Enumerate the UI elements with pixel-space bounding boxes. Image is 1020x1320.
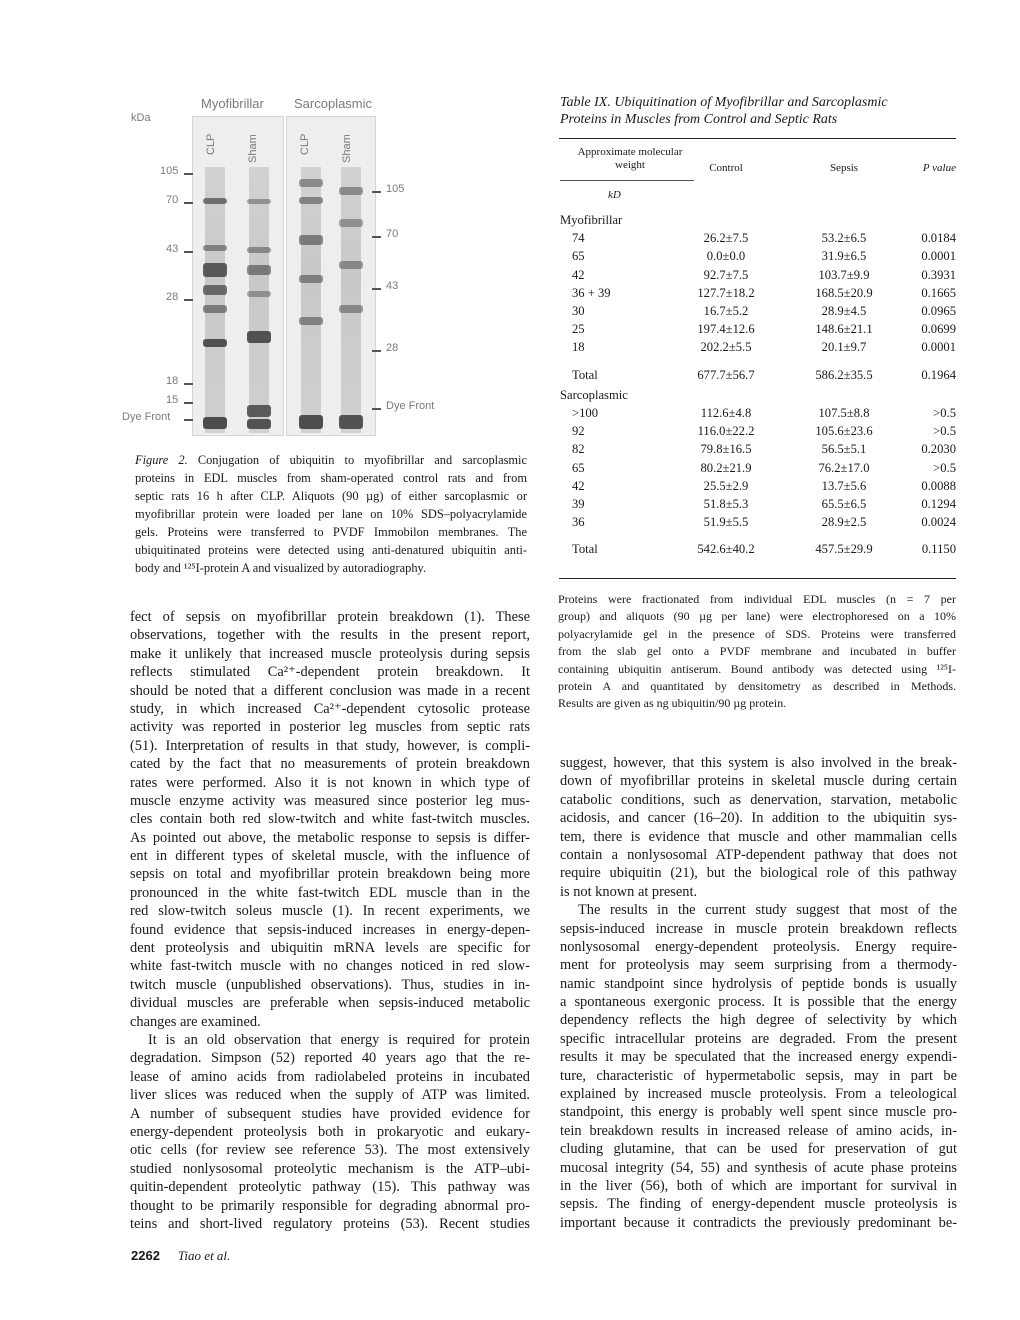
text-line: tem, there is evidence that muscle and other mammalian cells	[560, 828, 957, 845]
table-cell-weight: Myofibrillar	[560, 213, 623, 227]
header-weight-line2: weight	[615, 159, 645, 171]
table-row	[560, 319, 956, 339]
page-number: 2262	[131, 1248, 160, 1263]
footnote-line: Results are given as ng ubiquitin/90 µg protein.	[558, 696, 787, 711]
caption-line: Figure 2. Conjugation of ubiquitin to myofibrillar and sarcoplasmic	[135, 453, 527, 467]
table-row	[560, 421, 956, 441]
lane-label-clp-sarco: CLP	[299, 133, 311, 155]
table-cell-p-value: 0.0699	[921, 322, 956, 337]
lane-sham-myofibrillar	[249, 167, 269, 433]
table-cell-p-value: 0.2030	[921, 442, 956, 457]
text-line: degradation. Simpson (52) reported 40 years ago that the re-	[130, 1050, 530, 1067]
table-cell-sepsis: 148.6±21.1	[815, 322, 873, 337]
text-line: cles contain both red slow-twitch and white fast-twitch muscles.	[130, 811, 530, 828]
text-line: sepsis. The finding of energy-dependent muscle proteolysis is	[560, 1196, 957, 1213]
table-cell-p-value: 0.0184	[921, 231, 956, 246]
text-line: results it may be speculated that the increased energy expendi-	[560, 1049, 957, 1066]
panel-title-sarcoplasmic: Sarcoplasmic	[294, 96, 373, 111]
table-cell-p-value: 0.1964	[921, 367, 956, 382]
page-footer	[131, 1248, 230, 1264]
text-line: in the liver (56), both of which are important for survival in	[560, 1177, 957, 1194]
text-line: ment for proteolysis may seem surprising from a thermody-	[560, 957, 957, 974]
table-row	[560, 283, 956, 303]
text-line: As pointed out above, the metabolic response to sepsis is differ-	[130, 829, 530, 846]
text-line: study, in which increased Ca²⁺-dependent cytosolic protease	[130, 700, 530, 717]
table-cell-sepsis: 105.6±23.6	[815, 424, 873, 439]
text-line: fect of sepsis on myofibrillar protein breakdown (1). These	[130, 609, 530, 625]
footnote-line: from the slab gel onto a PVDF membrane and incubated in buffer	[558, 644, 956, 659]
caption-line: ubiquitinated proteins were detected using anti-denatured ubiquitin anti-	[135, 543, 527, 557]
text-line: teins and short-lived regulatory proteins (53). Recent studies	[130, 1215, 530, 1232]
table-cell-p-value: 0.1150	[921, 542, 956, 557]
table-cell-weight: 25	[572, 322, 585, 337]
table-cell-weight: 65	[572, 460, 585, 475]
table-cell-weight: 74	[572, 231, 585, 246]
figure-label: Figure 2.	[135, 453, 188, 467]
text-line: make it unlikely that increased muscle proteolysis during sepsis	[130, 645, 530, 662]
table-cell-control: 197.4±12.6	[697, 322, 755, 337]
table-cell-control: 79.8±16.5	[700, 442, 752, 457]
marker-left-43: 43	[166, 243, 179, 255]
text-line: specific intracellular proteins are degraded. From the present	[560, 1030, 957, 1047]
footnote-line: Proteins were fractionated from individual EDL muscles (n = 7 per	[558, 592, 956, 606]
table-cell-weight: Total	[572, 367, 598, 382]
table-cell-p-value: 0.3931	[921, 267, 956, 282]
text-line: pronounced in the white fast-twitch EDL muscle than in the	[130, 884, 530, 901]
marker-right-70: 70	[386, 228, 399, 240]
table-row	[560, 403, 956, 423]
table-cell-sepsis: 13.7±5.6	[821, 478, 867, 493]
marker-left-28: 28	[166, 291, 179, 303]
text-line: lease of amino acids from radiolabeled proteins in incubated	[130, 1068, 530, 1085]
text-line: important because it contradicts the previously predominant be-	[560, 1214, 957, 1231]
header-p-value: P value	[922, 162, 956, 174]
text-line: dependency reflects the high degree of selectivity by which	[560, 1012, 957, 1029]
table-section-row	[560, 385, 956, 405]
text-line: observations, together with the results in the present report,	[130, 627, 530, 644]
right-text-column	[560, 754, 957, 1232]
footnote-line: polyacrylamide gel in the presence of SDS. Proteins were transferred	[558, 626, 956, 641]
table-cell-sepsis: 31.9±6.5	[821, 249, 867, 264]
caption-line: body and ¹²⁵I-protein A and visualized by autoradiography.	[135, 561, 427, 575]
table-cell-control: 202.2±5.5	[700, 340, 752, 355]
table-cell-sepsis: 20.1±9.7	[821, 340, 867, 355]
table-cell-weight: Total	[572, 542, 598, 557]
table-cell-p-value: 0.0088	[921, 478, 956, 493]
text-line: standpoint, this energy is probably well spent since muscle pro-	[560, 1104, 957, 1121]
table-top-rule	[559, 138, 956, 139]
running-authors: Tiao et al.	[177, 1248, 231, 1263]
table-cell-sepsis: 457.5±29.9	[815, 542, 873, 557]
marker-right-105: 105	[386, 183, 405, 195]
caption-line: proteins in EDL muscles from sham-operated control rats and from	[135, 471, 527, 485]
table-cell-control: 51.9±5.5	[703, 515, 749, 530]
table-cell-p-value: >0.5	[933, 460, 956, 475]
table-row	[560, 439, 956, 459]
lane-sham-sarcoplasmic	[341, 167, 361, 433]
text-line: tein breakdown results in increased release of amino acids, in-	[560, 1122, 957, 1139]
text-line: muscle enzyme activity was measured since posterior leg mus-	[130, 792, 530, 809]
table-cell-control: 51.8±5.3	[703, 497, 749, 511]
header-sepsis: Sepsis	[829, 162, 859, 174]
marker-left-105: 105	[160, 165, 179, 177]
table-cell-weight: 42	[572, 267, 585, 282]
left-text-column	[130, 608, 530, 1233]
text-line: is not known at present.	[560, 883, 698, 900]
text-line: red slow-twitch soleus muscle (1). In recent experiments, we	[130, 903, 530, 920]
text-line: (51). Interpretation of results in that study, however, is compli-	[130, 737, 530, 754]
table-cell-control: 127.7±18.2	[697, 285, 755, 300]
table-cell-control: 112.6±4.8	[700, 406, 752, 420]
text-line: sepsis on total and myofibrillar protein breakdown being more	[130, 866, 530, 883]
text-line: suggest, however, that this system is also involved in the break-	[560, 755, 957, 771]
text-line: activity was reported in posterior leg muscles from septic rats	[130, 719, 530, 736]
table-cell-control: 0.0±0.0	[706, 249, 746, 264]
text-line: quitin-dependent proteolytic pathway (15). This pathway was	[130, 1179, 530, 1196]
text-line: dent proteolysis and ubiquitin mRNA levels are specific for	[130, 940, 530, 957]
table-cell-weight: 65	[572, 249, 585, 264]
lane-clp-myofibrillar	[205, 167, 225, 433]
text-line: nonlysosomal energy-dependent proteolysis. Energy require-	[560, 938, 957, 955]
text-line: dividual muscles are preferable when sepsis-induced metabolic	[130, 995, 530, 1012]
figure-caption	[135, 451, 527, 577]
table-cell-p-value: 0.0001	[921, 340, 956, 355]
text-line: otic cells (for review see reference 53). The most extensively	[130, 1142, 530, 1159]
table-cell-weight: 36 + 39	[572, 285, 611, 300]
table-cell-sepsis: 76.2±17.0	[818, 460, 870, 475]
table-total-row	[560, 365, 956, 385]
table-cell-sepsis: 65.5±6.5	[821, 497, 867, 511]
kda-label: kDa	[131, 112, 151, 124]
table-cell-p-value: >0.5	[933, 406, 956, 420]
marker-right-28: 28	[386, 342, 399, 354]
table-row	[560, 494, 956, 514]
table-header-rule	[560, 180, 694, 181]
text-line: mucosal integrity (54, 55) and synthesis of acute phase proteins	[560, 1159, 957, 1176]
table-cell-control: 26.2±7.5	[703, 231, 749, 246]
table-row	[560, 476, 956, 496]
marker-left-15: 15	[166, 394, 179, 406]
panel-title-myofibrillar: Myofibrillar	[201, 96, 264, 111]
table-section-row	[560, 210, 956, 230]
table-cell-control: 542.6±40.2	[697, 542, 755, 557]
text-line: energy-dependent proteolysis both in prokaryotic and eukary-	[130, 1123, 530, 1140]
table-cell-weight: >100	[572, 406, 598, 420]
table-title-line: Table IX. Ubiquitination of Myofibrillar and Sarcoplasmic	[560, 95, 888, 110]
table-cell-sepsis: 103.7±9.9	[818, 267, 870, 282]
caption-line: gels. Proteins were transferred to PVDF Immobilon membranes. The	[135, 525, 527, 539]
text-line: studied nonlysosomal proteolytic mechanism is the ATP–ubi-	[130, 1160, 530, 1177]
text-line: The results in the current study suggest that most of the	[578, 902, 957, 919]
text-line: a spontaneous exergonic process. It is possible that the energy	[560, 994, 957, 1011]
marker-right-43: 43	[386, 280, 399, 292]
header-weight-line1: Approximate molecular	[577, 146, 683, 158]
table-cell-control: 16.7±5.2	[703, 304, 749, 318]
text-line: ent in different types of skeletal muscle, with the influence of	[130, 848, 530, 865]
table-row	[560, 228, 956, 248]
table-cell-control: 80.2±21.9	[700, 460, 752, 475]
header-unit-kd: kD	[608, 189, 621, 201]
table-total-row	[560, 539, 956, 559]
table-cell-p-value: 0.0001	[921, 249, 956, 264]
text-line: should be noted that a different conclusion was made in a recent	[130, 682, 530, 699]
text-line: down of myofibrillar proteins in skeletal muscle during certain	[560, 773, 957, 790]
table-cell-weight: 18	[572, 340, 585, 355]
table-cell-sepsis: 28.9±2.5	[821, 515, 867, 530]
marker-right-dye-front: Dye Front	[386, 400, 435, 412]
marker-left-70: 70	[166, 194, 179, 206]
table-cell-sepsis: 28.9±4.5	[821, 304, 867, 318]
text-line: ture, characteristic of hypermetabolic sepsis, may in part be	[560, 1067, 957, 1084]
table-cell-weight: Sarcoplasmic	[560, 387, 628, 402]
table-cell-weight: 30	[572, 304, 585, 318]
text-line: explained by increased muscle proteolysis. From a teleological	[560, 1086, 957, 1103]
footnote-line: group) and aliquots (90 µg per lane) were electrophoresed on a 10%	[558, 609, 956, 624]
table-cell-weight: 82	[572, 442, 585, 457]
table-cell-weight: 36	[572, 515, 585, 530]
table-cell-p-value: 0.1665	[921, 285, 956, 300]
text-line: rates were performed. Also it is not known in which type of	[130, 774, 530, 791]
lane-clp-sarcoplasmic	[301, 167, 321, 433]
table-cell-weight: 92	[572, 424, 585, 439]
table-cell-control: 116.0±22.2	[697, 424, 755, 439]
header-control: Control	[709, 162, 743, 174]
text-line: found evidence that sepsis-induced increases in energy-depen-	[130, 921, 530, 938]
table-cell-sepsis: 107.5±8.8	[818, 406, 870, 420]
text-line: require ubiquitin (21), but the biological role of this pathway	[560, 865, 957, 882]
text-line: It is an old observation that energy is required for protein	[148, 1031, 530, 1048]
text-line: liver slices was reduced when the supply of ATP was limited.	[130, 1087, 530, 1104]
table-cell-weight: 39	[572, 497, 585, 511]
text-line: changes are examined.	[130, 1013, 261, 1030]
table-title-line: Proteins in Muscles from Control and Septic Rats	[560, 112, 838, 127]
caption-line: myofibrillar protein were loaded per lane on 10% SDS–polyacrylamide	[135, 507, 527, 521]
text-line: cated by the fact that no measurements of protein breakdown	[130, 756, 530, 773]
table-cell-p-value: 0.0965	[921, 304, 956, 318]
text-line: catabolic conditions, such as denervation, starvation, metabolic	[560, 791, 957, 808]
footnote-line: containing ubiquitin antiserum. Bound antibody was detected using ¹²⁵I-	[558, 661, 956, 676]
table-title	[560, 94, 960, 128]
table-bottom-rule	[559, 578, 956, 579]
text-line: reflects stimulated Ca²⁺-dependent protein breakdown. It	[130, 664, 530, 681]
table-cell-sepsis: 56.5±5.1	[821, 442, 867, 457]
table-cell-sepsis: 53.2±6.5	[821, 231, 867, 246]
text-line: A number of subsequent studies have provided evidence for	[130, 1105, 530, 1122]
text-line: sepsis-induced increase in muscle protein breakdown reflects	[560, 920, 957, 937]
table-row	[560, 265, 956, 285]
text-line: twitch muscle (unpublished observations). Thus, studies in in-	[130, 976, 530, 993]
text-line: acidosis, and cancer (16–20). In addition to the ubiquitin sys-	[560, 810, 957, 827]
sarcoplasmic-blot-panel	[286, 116, 376, 436]
lane-label-sham-myo: Sham	[247, 134, 259, 163]
table-cell-p-value: >0.5	[933, 424, 956, 439]
text-line: cluding glutamine, that can be used for preservation of gut	[560, 1141, 957, 1158]
lane-label-clp-myo: CLP	[205, 133, 217, 155]
text-line: namic standpoint since hydrolysis of peptide bonds is usually	[560, 975, 957, 992]
table-row	[560, 337, 956, 357]
table-cell-p-value: 0.0024	[921, 515, 956, 530]
text-line: contain a nonlysosomal ATP-dependent pathway that does not	[560, 846, 957, 863]
table-footnote	[558, 591, 956, 713]
text-line: white fast-twitch muscle with no changes noticed in red slow-	[130, 958, 530, 975]
caption-line: septic rats 16 h after CLP. Aliquots (90 µg) of either sarcoplasmic or	[135, 489, 527, 503]
marker-left-18: 18	[166, 375, 179, 387]
table-cell-control: 25.5±2.9	[703, 478, 749, 493]
table-row	[560, 458, 956, 478]
footnote-line: protein A and quantitated by densitometry as described in Methods.	[558, 678, 956, 693]
table-cell-control: 677.7±56.7	[697, 367, 755, 382]
lane-label-sham-sarco: Sham	[341, 134, 353, 163]
myofibrillar-blot-panel	[192, 116, 284, 436]
table-cell-p-value: 0.1294	[921, 497, 956, 511]
table-cell-weight: 42	[572, 478, 585, 493]
table-cell-sepsis: 586.2±35.5	[815, 367, 873, 382]
table-cell-control: 92.7±7.5	[703, 267, 749, 282]
text-line: thought to be primarily responsible for degrading abnormal pro-	[130, 1197, 530, 1214]
table-cell-sepsis: 168.5±20.9	[815, 285, 873, 300]
table-row	[560, 301, 956, 321]
gel-autoradiograph-figure	[100, 90, 540, 435]
table-row	[560, 246, 956, 266]
table-row	[560, 512, 956, 532]
marker-left-dye-front: Dye Front	[122, 411, 171, 423]
